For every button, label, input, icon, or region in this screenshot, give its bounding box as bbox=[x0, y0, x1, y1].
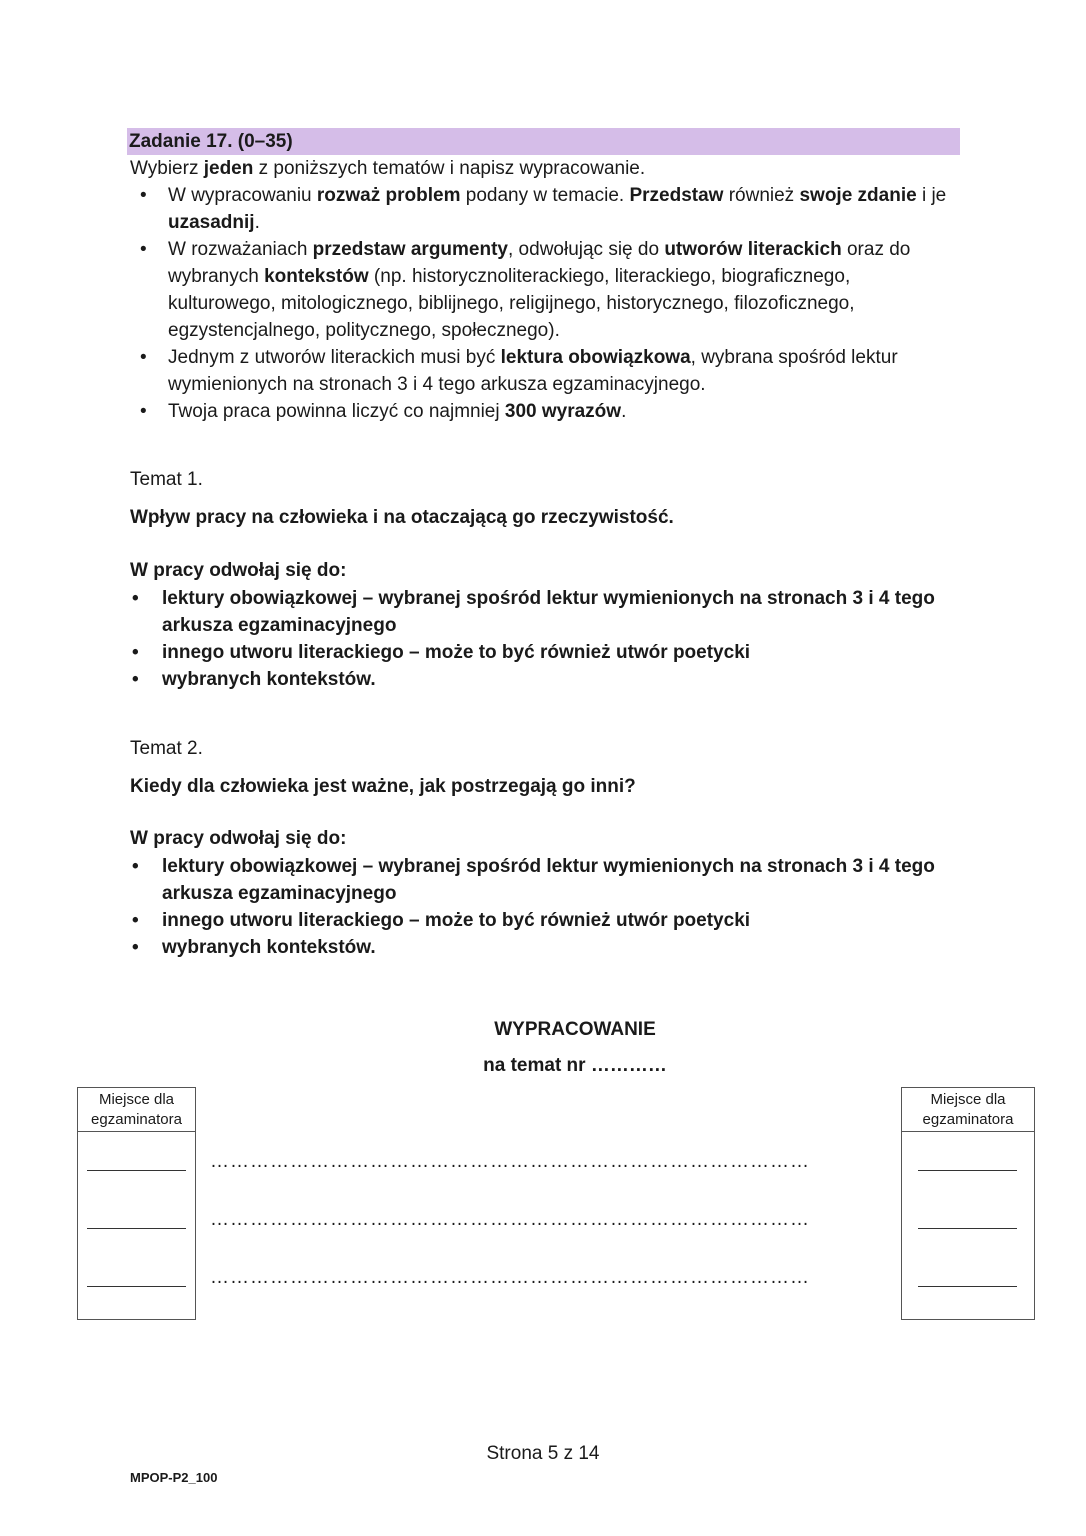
examiner-box-right bbox=[901, 1087, 1035, 1320]
rule-item: • W wypracowaniu rozważ problem podany w temacie. Przedstaw również swoje zdanie i je uzasadnij. bbox=[130, 182, 960, 236]
task-rules-list bbox=[130, 182, 960, 425]
ref-item: • innego utworu literackiego – może to być również utwór poetycki bbox=[130, 907, 960, 934]
examiner-box-label: Miejsce dla egzaminatora bbox=[78, 1088, 195, 1132]
rule-item: • Jednym z utworów literackich musi być lektura obowiązkowa, wybrana spośród lektur wymienionych na stronach 3 i 4 tego arkusza egzaminacyjnego. bbox=[130, 344, 960, 398]
theme-1-refer-title: W pracy odwołaj się do: bbox=[130, 560, 347, 581]
theme-2-refs-list bbox=[130, 853, 960, 961]
theme-2-title: Kiedy dla człowieka jest ważne, jak postrzegają go inni? bbox=[130, 776, 636, 797]
essay-subtitle: na temat nr ………… bbox=[483, 1055, 667, 1076]
examiner-box-label: Miejsce dla egzaminatora bbox=[902, 1088, 1034, 1132]
ref-item: • wybranych kontekstów. bbox=[130, 934, 960, 961]
writing-line[interactable]: ……………………………………………………………………………… bbox=[210, 1152, 810, 1172]
rule-item: • W rozważaniach przedstaw argumenty, odwołując się do utworów literackich oraz do wybranych kontekstów (np. historycznoliterackiego, literackiego, biograficznego, kulturowego, mitologicznego, biblijnego, religijnego, historycznego, filozoficznego, egzystencjalnego, politycznego, społecznego). bbox=[130, 236, 960, 344]
task-header bbox=[127, 128, 960, 155]
score-line[interactable] bbox=[87, 1170, 186, 1171]
score-line[interactable] bbox=[918, 1286, 1017, 1287]
score-line[interactable] bbox=[918, 1228, 1017, 1229]
writing-line[interactable]: ……………………………………………………………………………… bbox=[210, 1268, 810, 1288]
theme-2-label: Temat 2. bbox=[130, 738, 203, 759]
task-intro: Wybierz jeden z poniższych tematów i napisz wypracowanie. bbox=[130, 158, 646, 179]
score-line[interactable] bbox=[87, 1228, 186, 1229]
ref-item: • wybranych kontekstów. bbox=[130, 666, 960, 693]
score-line[interactable] bbox=[918, 1170, 1017, 1171]
examiner-box-left bbox=[77, 1087, 196, 1320]
theme-1-title: Wpływ pracy na człowieka i na otaczającą go rzeczywistość. bbox=[130, 507, 674, 528]
theme-1-refs-list bbox=[130, 585, 960, 693]
task-header-text: Zadanie 17. (0–35) bbox=[129, 131, 293, 152]
score-line[interactable] bbox=[87, 1286, 186, 1287]
theme-1-label: Temat 1. bbox=[130, 469, 203, 490]
theme-2-refer-title: W pracy odwołaj się do: bbox=[130, 828, 347, 849]
document-code: MPOP-P2_100 bbox=[130, 1470, 218, 1485]
writing-line[interactable]: ……………………………………………………………………………… bbox=[210, 1210, 810, 1230]
ref-item: • innego utworu literackiego – może to być również utwór poetycki bbox=[130, 639, 960, 666]
ref-item: • lektury obowiązkowej – wybranej spośród lektur wymienionych na stronach 3 i 4 tego arkusza egzaminacyjnego bbox=[130, 585, 960, 639]
page-number: Strona 5 z 14 bbox=[486, 1443, 600, 1464]
ref-item: • lektury obowiązkowej – wybranej spośród lektur wymienionych na stronach 3 i 4 tego arkusza egzaminacyjnego bbox=[130, 853, 960, 907]
rule-item: • Twoja praca powinna liczyć co najmniej 300 wyrazów. bbox=[130, 398, 960, 425]
essay-title: WYPRACOWANIE bbox=[494, 1019, 656, 1040]
